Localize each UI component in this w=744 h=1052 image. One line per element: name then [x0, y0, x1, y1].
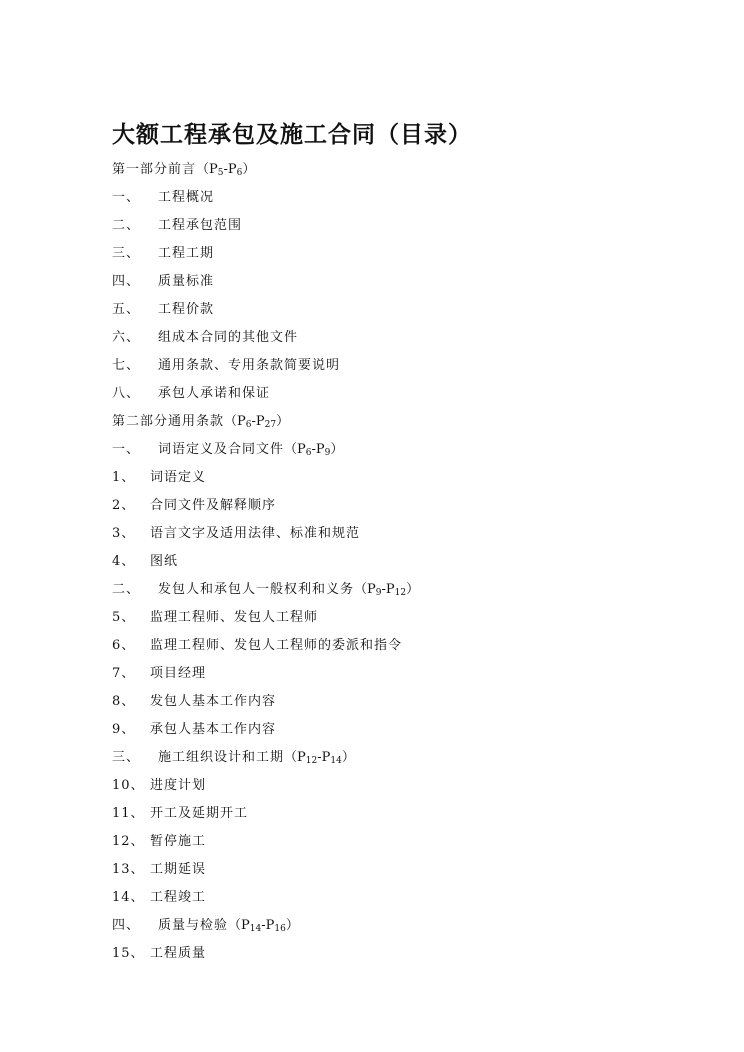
page-start: 6	[305, 448, 312, 458]
toc-entry	[112, 212, 712, 240]
toc-entry-label: 第一部分前言	[112, 162, 197, 177]
toc-entry-number: 10、	[112, 778, 145, 793]
toc-entry	[112, 940, 712, 968]
toc-entry-number: 七、	[112, 358, 141, 373]
toc-entry-number: 八、	[112, 386, 141, 401]
table-of-contents	[112, 156, 712, 968]
toc-entry-number: 一、	[112, 190, 141, 205]
toc-entry-number: 五、	[112, 302, 141, 317]
toc-entry-label: 合同文件及解释顺序	[150, 498, 277, 513]
page-start: 5	[217, 168, 224, 178]
page-end: 27	[264, 420, 277, 430]
toc-entry-number: 四、	[112, 918, 141, 933]
toc-entry-number: 二、	[112, 582, 141, 597]
toc-entry-number: 六、	[112, 330, 141, 345]
toc-part-heading	[112, 156, 712, 184]
toc-entry	[112, 464, 712, 492]
toc-entry-label: 承包人承诺和保证	[158, 386, 271, 401]
toc-entry	[112, 800, 712, 828]
toc-entry-label: 监理工程师、发包人工程师的委派和指令	[150, 638, 403, 653]
toc-entry-number: 一、	[112, 442, 141, 457]
toc-entry	[112, 884, 712, 912]
toc-entry-number: 三、	[112, 246, 141, 261]
toc-entry	[112, 576, 712, 604]
toc-entry-number: 2、	[112, 498, 136, 513]
toc-entry	[112, 352, 712, 380]
toc-entry-label: 语言文字及适用法律、标准和规范	[150, 526, 361, 541]
page-start: 9	[375, 588, 382, 598]
toc-entry	[112, 744, 712, 772]
toc-entry-label: 词语定义及合同文件	[158, 442, 285, 457]
toc-entry-label: 发包人和承包人一般权利和义务	[158, 582, 355, 597]
toc-entry-label: 进度计划	[150, 778, 207, 793]
toc-entry-number: 三、	[112, 750, 141, 765]
toc-entry	[112, 492, 712, 520]
page-end: 9	[324, 448, 331, 458]
toc-entry-label: 工程质量	[150, 946, 207, 961]
toc-entry	[112, 688, 712, 716]
toc-entry-label: 工程竣工	[150, 890, 207, 905]
toc-entry	[112, 380, 712, 408]
toc-entry-label: 第二部分通用条款	[112, 414, 225, 429]
toc-entry	[112, 548, 712, 576]
page-end: 12	[394, 588, 407, 598]
toc-entry-number: 四、	[112, 274, 141, 289]
toc-entry-number: 12、	[112, 834, 145, 849]
toc-entry	[112, 436, 712, 464]
toc-entry-label: 工程价款	[158, 302, 215, 317]
toc-entry-label: 工程工期	[158, 246, 215, 261]
toc-entry-label: 组成本合同的其他文件	[158, 330, 299, 345]
toc-entry-label: 承包人基本工作内容	[150, 722, 277, 737]
toc-entry-number: 6、	[112, 638, 136, 653]
page-range: $(P_{14}-P_{16})$	[228, 918, 299, 934]
toc-entry	[112, 912, 712, 940]
toc-entry-label: 图纸	[150, 554, 179, 569]
page-end: 16	[274, 924, 286, 934]
toc-entry-label: 工程概况	[158, 190, 215, 205]
toc-entry	[112, 604, 712, 632]
toc-entry-number: 11、	[112, 806, 145, 821]
toc-entry-label: 暂停施工	[150, 834, 207, 849]
toc-entry	[112, 296, 712, 324]
page-range: $(P_9-P_{12})$	[354, 582, 420, 598]
toc-entry-label: 项目经理	[150, 666, 207, 681]
toc-entry-label: 质量与检验	[158, 918, 229, 933]
toc-entry-number: 二、	[112, 218, 141, 233]
page-end: 6	[236, 168, 243, 178]
toc-entry	[112, 660, 712, 688]
toc-entry	[112, 184, 712, 212]
toc-entry-number: 5、	[112, 610, 136, 625]
toc-entry	[112, 520, 712, 548]
toc-entry	[112, 772, 712, 800]
toc-entry-number: 1、	[112, 470, 136, 485]
toc-entry	[112, 240, 712, 268]
toc-entry	[112, 268, 712, 296]
page-start: 14	[249, 924, 262, 934]
page-range: $(P_5-P_6)$	[196, 162, 256, 178]
toc-entry-number: 14、	[112, 890, 145, 905]
toc-entry-number: 8、	[112, 694, 136, 709]
toc-entry	[112, 828, 712, 856]
toc-entry	[112, 856, 712, 884]
toc-entry-number: 13、	[112, 862, 145, 877]
toc-entry-number: 15、	[112, 946, 145, 961]
page-start: 12	[305, 756, 318, 766]
toc-part-heading	[112, 408, 712, 436]
toc-entry-label: 质量标准	[158, 274, 215, 289]
page-range: $(P_6-P_{27})$	[224, 414, 290, 430]
toc-entry-number: 3、	[112, 526, 136, 541]
toc-entry-label: 监理工程师、发包人工程师	[150, 610, 319, 625]
toc-entry-label: 施工组织设计和工期	[158, 750, 285, 765]
toc-entry-number: 7、	[112, 666, 136, 681]
toc-entry-label: 词语定义	[150, 470, 207, 485]
toc-entry	[112, 324, 712, 352]
toc-entry-label: 发包人基本工作内容	[150, 694, 277, 709]
page-start: 6	[245, 420, 252, 430]
document-title: 大额工程承包及施工合同（目录）	[112, 122, 472, 148]
page-end: 14	[330, 756, 342, 766]
toc-entry-number: 9、	[112, 722, 136, 737]
toc-entry-number: 4、	[112, 554, 136, 569]
toc-entry	[112, 716, 712, 744]
toc-entry-label: 工期延误	[150, 862, 207, 877]
toc-entry	[112, 632, 712, 660]
toc-entry-label: 开工及延期开工	[150, 806, 249, 821]
toc-entry-label: 工程承包范围	[158, 218, 243, 233]
toc-entry-label: 通用条款、专用条款简要说明	[158, 358, 341, 373]
page-range: $(P_6-P_9)$	[284, 442, 344, 458]
page-range: $(P_{12}-P_{14})$	[284, 750, 355, 766]
